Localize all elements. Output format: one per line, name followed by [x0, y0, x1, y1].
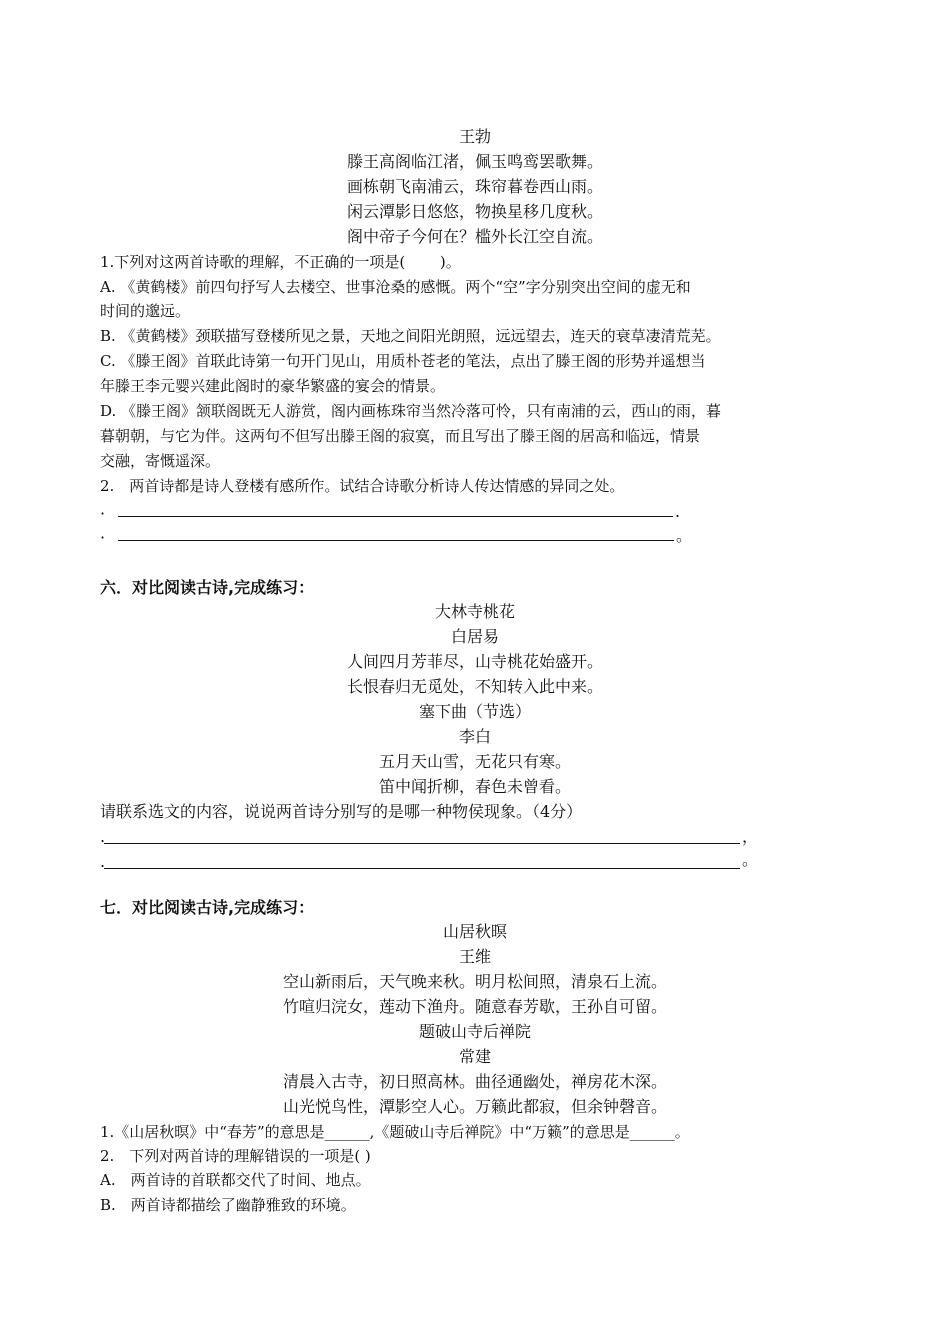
poem-title: 塞下曲（节选） — [418, 702, 531, 721]
poem-line: 滕王高阁临江渚，佩玉鸣鸾罢歌舞。 — [346, 152, 603, 171]
section-heading: 六．对比阅读古诗,完成练习： — [100, 578, 315, 597]
option-a: A. 《黄鹤楼》前四句抒写人去楼空、世事沧桑的感慨。两个“空”字分别突出空间的虚无和 — [100, 278, 691, 296]
poem-line: 长恨春归无觅处，不知转入此中来。 — [346, 677, 603, 696]
answer-blank[interactable] — [118, 516, 673, 517]
option-d: D. 《滕王阁》颔联阁既无人游赏，阁内画栋珠帘当然冷落可怜，只有南浦的云，西山的雨，暮 — [100, 402, 722, 420]
poem-author: 李白 — [458, 727, 491, 746]
poem-line: 闲云潭影日悠悠，物换星移几度秋。 — [346, 202, 603, 221]
poem-author: 常建 — [458, 1047, 491, 1066]
poem-line: 阁中帝子今何在？槛外长江空自流。 — [346, 227, 603, 246]
blank-lead: · — [100, 528, 106, 547]
poem-author: 白居易 — [450, 627, 499, 646]
question-2: 2. 两首诗都是诗人登楼有感所作。试结合诗歌分析诗人传达情感的异同之处。 — [100, 477, 625, 495]
blank-lead: . — [100, 827, 106, 846]
poem-title: 题破山寺后禅院 — [418, 1022, 531, 1041]
answer-blank[interactable] — [104, 868, 740, 869]
poem-line: 空山新雨后，天气晚来秋。明月松间照，清泉石上流。 — [282, 972, 667, 991]
section-heading: 七．对比阅读古诗,完成练习： — [100, 898, 315, 917]
poem-line: 笛中闻折柳，春色未曾看。 — [378, 777, 571, 796]
poem-line: 竹喧归浣女，莲动下渔舟。随意春芳歇，王孙自可留。 — [282, 997, 667, 1016]
option-a-cont: 时间的邈远。 — [100, 302, 191, 320]
option-c-cont: 年滕王李元婴兴建此阁时的豪华繁盛的宴会的情景。 — [100, 377, 446, 395]
option-b: B. 《黄鹤楼》颈联描写登楼所见之景，天地之间阳光朗照，远远望去，连天的衰草凄清荒芜。 — [100, 327, 721, 345]
question-1: 1.《山居秋暝》中“春芳”的意思是______,《题破山寺后禅院》中“万籁”的意思是______。 — [100, 1123, 690, 1141]
answer-blank[interactable] — [104, 843, 740, 844]
answer-blank[interactable] — [118, 540, 674, 541]
poem-title: 大林寺桃花 — [434, 602, 515, 621]
blank-end: 。 — [676, 526, 693, 545]
blank-end: . — [675, 502, 681, 521]
blank-lead: · — [100, 504, 106, 523]
blank-end: 。 — [742, 850, 759, 869]
question-1: 1.下列对这两首诗歌的理解，不正确的一项是( )。 — [100, 253, 461, 271]
poem-line: 画栋朝飞南浦云，珠帘暮卷西山雨。 — [346, 177, 603, 196]
poem-line: 五月天山雪，无花只有寒。 — [378, 752, 571, 771]
option-a: A. 两首诗的首联都交代了时间、地点。 — [100, 1171, 371, 1189]
poem-author: 王勃 — [458, 127, 491, 146]
question-2: 2. 下列对两首诗的理解错误的一项是( ) — [100, 1147, 371, 1165]
option-c: C. 《滕王阁》首联此诗第一句开门见山，用质朴苍老的笔法，点出了滕王阁的形势并遥想当 — [100, 352, 706, 370]
poem-line: 山光悦鸟性，潭影空人心。万籁此都寂，但余钟磬音。 — [282, 1097, 667, 1116]
poem-author: 王维 — [458, 947, 491, 966]
poem-line: 人间四月芳菲尽，山寺桃花始盛开。 — [346, 652, 603, 671]
option-d-cont: 暮朝朝，与它为伴。这两句不但写出滕王阁的寂寞，而且写出了滕王阁的居高和临远，情景 — [100, 427, 701, 445]
blank-lead: . — [100, 852, 106, 871]
poem-line: 清晨入古寺，初日照高林。曲径通幽处，禅房花木深。 — [282, 1072, 667, 1091]
option-d-cont: 交融，寄慨遥深。 — [100, 452, 221, 470]
question: 请联系选文的内容，说说两首诗分别写的是哪一种物侯现象。（4分） — [100, 802, 583, 821]
option-b: B. 两首诗都描绘了幽静雅致的环境。 — [100, 1196, 356, 1214]
poem-title: 山居秋暝 — [442, 922, 507, 941]
blank-end: ， — [742, 827, 759, 846]
